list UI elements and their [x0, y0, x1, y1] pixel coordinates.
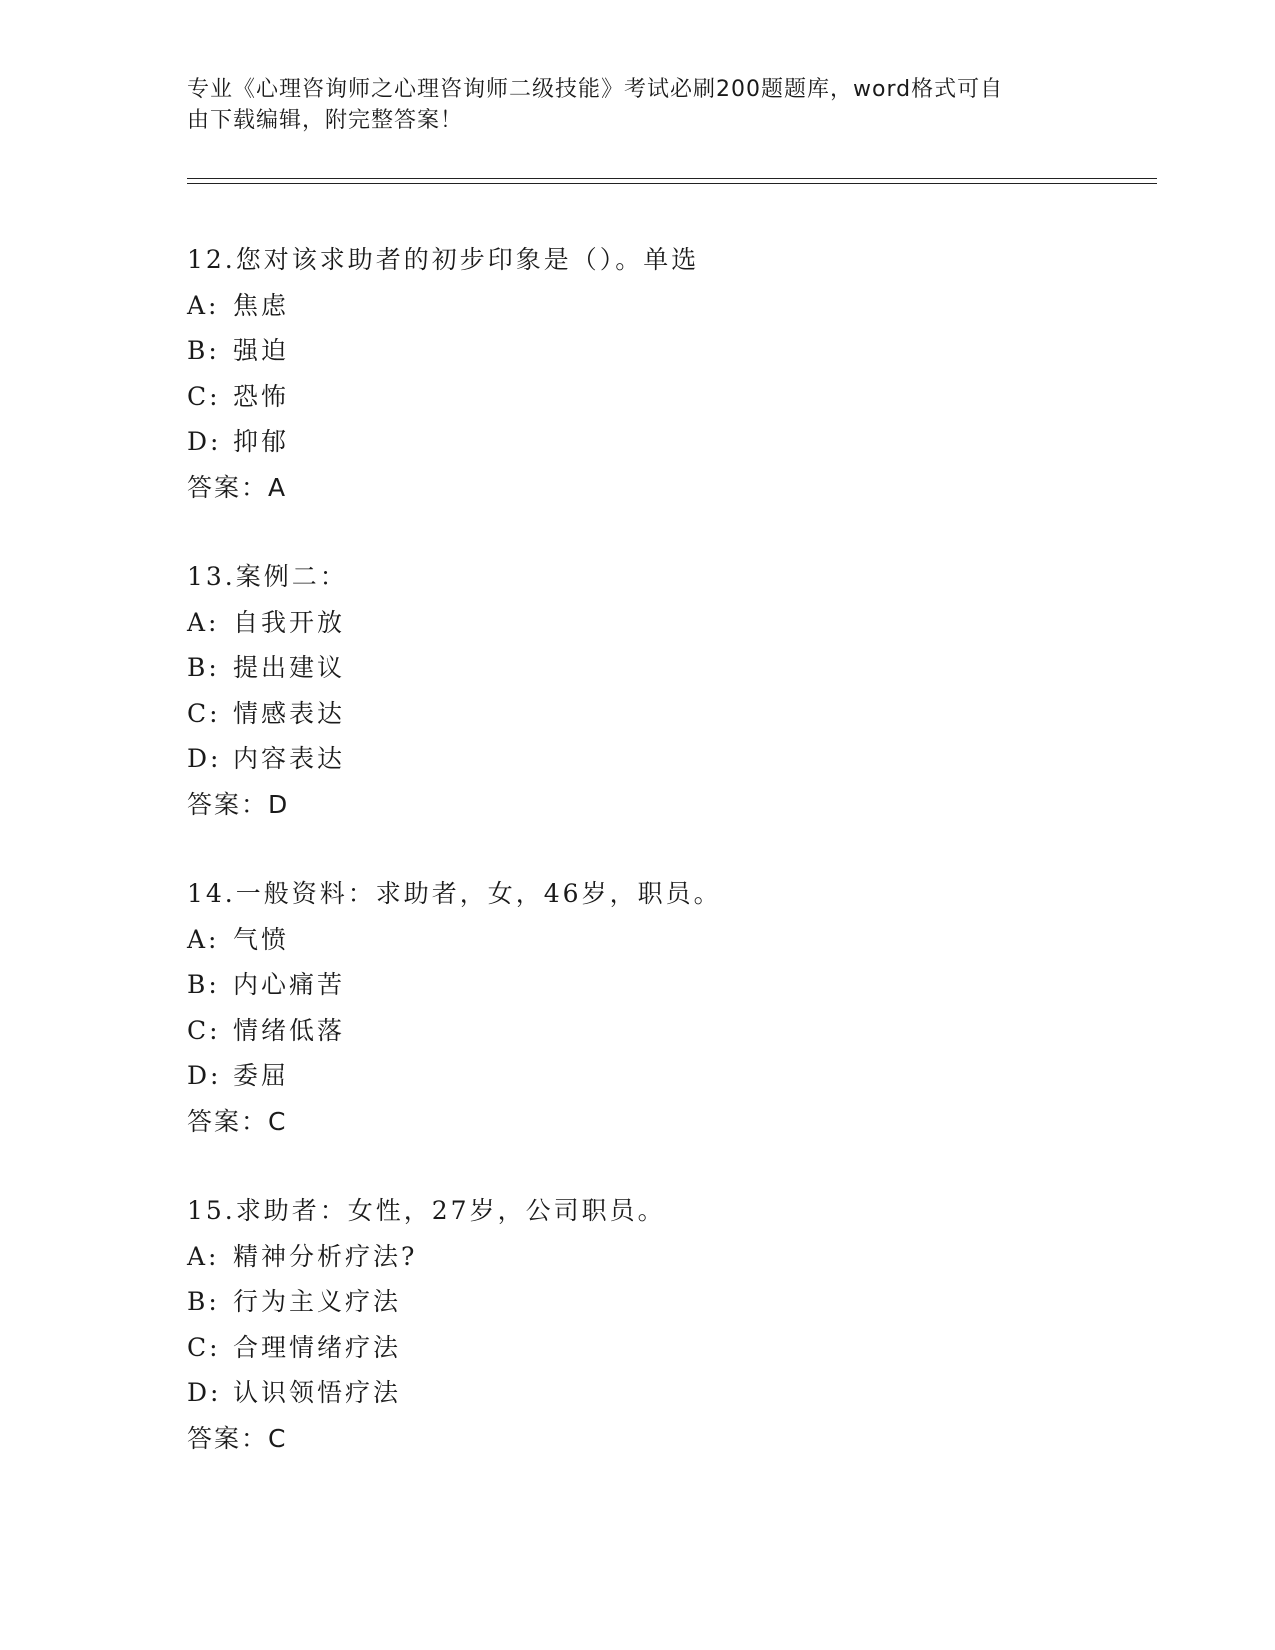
- option-letter: A:: [187, 290, 220, 320]
- header-divider-bottom: [187, 183, 1157, 184]
- option-text: 焦虑: [233, 290, 290, 320]
- option-text: 强迫: [233, 336, 290, 365]
- option-text: 情感表达: [233, 698, 346, 728]
- option-d: [187, 736, 1147, 782]
- option-a: [187, 600, 1147, 646]
- option-letter: A:: [187, 607, 220, 637]
- option-text: 气愤: [233, 924, 290, 954]
- option-letter: C:: [187, 1332, 221, 1362]
- option-d: [187, 1053, 1147, 1099]
- option-a: [187, 1234, 1147, 1280]
- option-text: 恐怖: [233, 381, 290, 411]
- header-divider-top: [187, 178, 1157, 179]
- option-b: [187, 645, 1147, 691]
- option-text: 委屈: [233, 1061, 290, 1090]
- header-line-2: 由下载编辑，附完整答案！: [187, 108, 464, 133]
- option-text: 认识领悟疗法: [233, 1378, 402, 1407]
- question-list: [187, 237, 1147, 1505]
- option-letter: B:: [187, 970, 220, 999]
- option-letter: D:: [187, 1061, 222, 1090]
- option-letter: B:: [187, 336, 220, 365]
- option-text: 精神分析疗法?: [233, 1241, 418, 1271]
- document-header: [187, 74, 1067, 136]
- option-c: [187, 1008, 1147, 1054]
- answer-line: 答案：C: [187, 1106, 288, 1136]
- answer-line: 答案：D: [187, 789, 290, 819]
- answer-line: 答案：C: [187, 1423, 288, 1453]
- question-14: [187, 871, 1147, 1144]
- question-15: [187, 1188, 1147, 1461]
- option-letter: C:: [187, 698, 221, 728]
- option-b: [187, 328, 1147, 374]
- option-text: 内心痛苦: [233, 970, 346, 999]
- option-a: [187, 917, 1147, 963]
- option-d: [187, 1370, 1147, 1416]
- option-text: 抑郁: [233, 427, 290, 456]
- option-text: 情绪低落: [233, 1015, 346, 1045]
- question-13: [187, 554, 1147, 827]
- option-letter: D:: [187, 744, 222, 773]
- answer-line: 答案：A: [187, 472, 288, 502]
- option-text: 内容表达: [233, 744, 346, 773]
- option-letter: D:: [187, 427, 222, 456]
- option-letter: B:: [187, 1287, 220, 1316]
- option-letter: A:: [187, 1241, 220, 1271]
- option-letter: D:: [187, 1378, 222, 1407]
- option-text: 提出建议: [233, 653, 346, 682]
- option-b: [187, 962, 1147, 1008]
- option-c: [187, 691, 1147, 737]
- option-letter: C:: [187, 381, 221, 411]
- question-stem: 14.一般资料：求助者，女，46岁，职员。: [187, 879, 722, 908]
- option-letter: A:: [187, 924, 220, 954]
- question-12: [187, 237, 1147, 510]
- option-c: [187, 374, 1147, 420]
- question-stem: 12.您对该求助者的初步印象是（）。单选: [187, 245, 700, 274]
- question-stem: 15.求助者：女性，27岁，公司职员。: [187, 1196, 666, 1225]
- option-text: 合理情绪疗法: [233, 1332, 402, 1362]
- option-c: [187, 1325, 1147, 1371]
- header-line-1: 专业《心理咨询师之心理咨询师二级技能》考试必刷200题题库，word格式可自: [187, 77, 1004, 102]
- option-text: 自我开放: [233, 607, 346, 637]
- option-letter: C:: [187, 1015, 221, 1045]
- option-a: [187, 283, 1147, 329]
- option-letter: B:: [187, 653, 220, 682]
- option-d: [187, 419, 1147, 465]
- option-text: 行为主义疗法: [233, 1287, 402, 1316]
- question-stem: 13.案例二：: [187, 562, 348, 591]
- option-b: [187, 1279, 1147, 1325]
